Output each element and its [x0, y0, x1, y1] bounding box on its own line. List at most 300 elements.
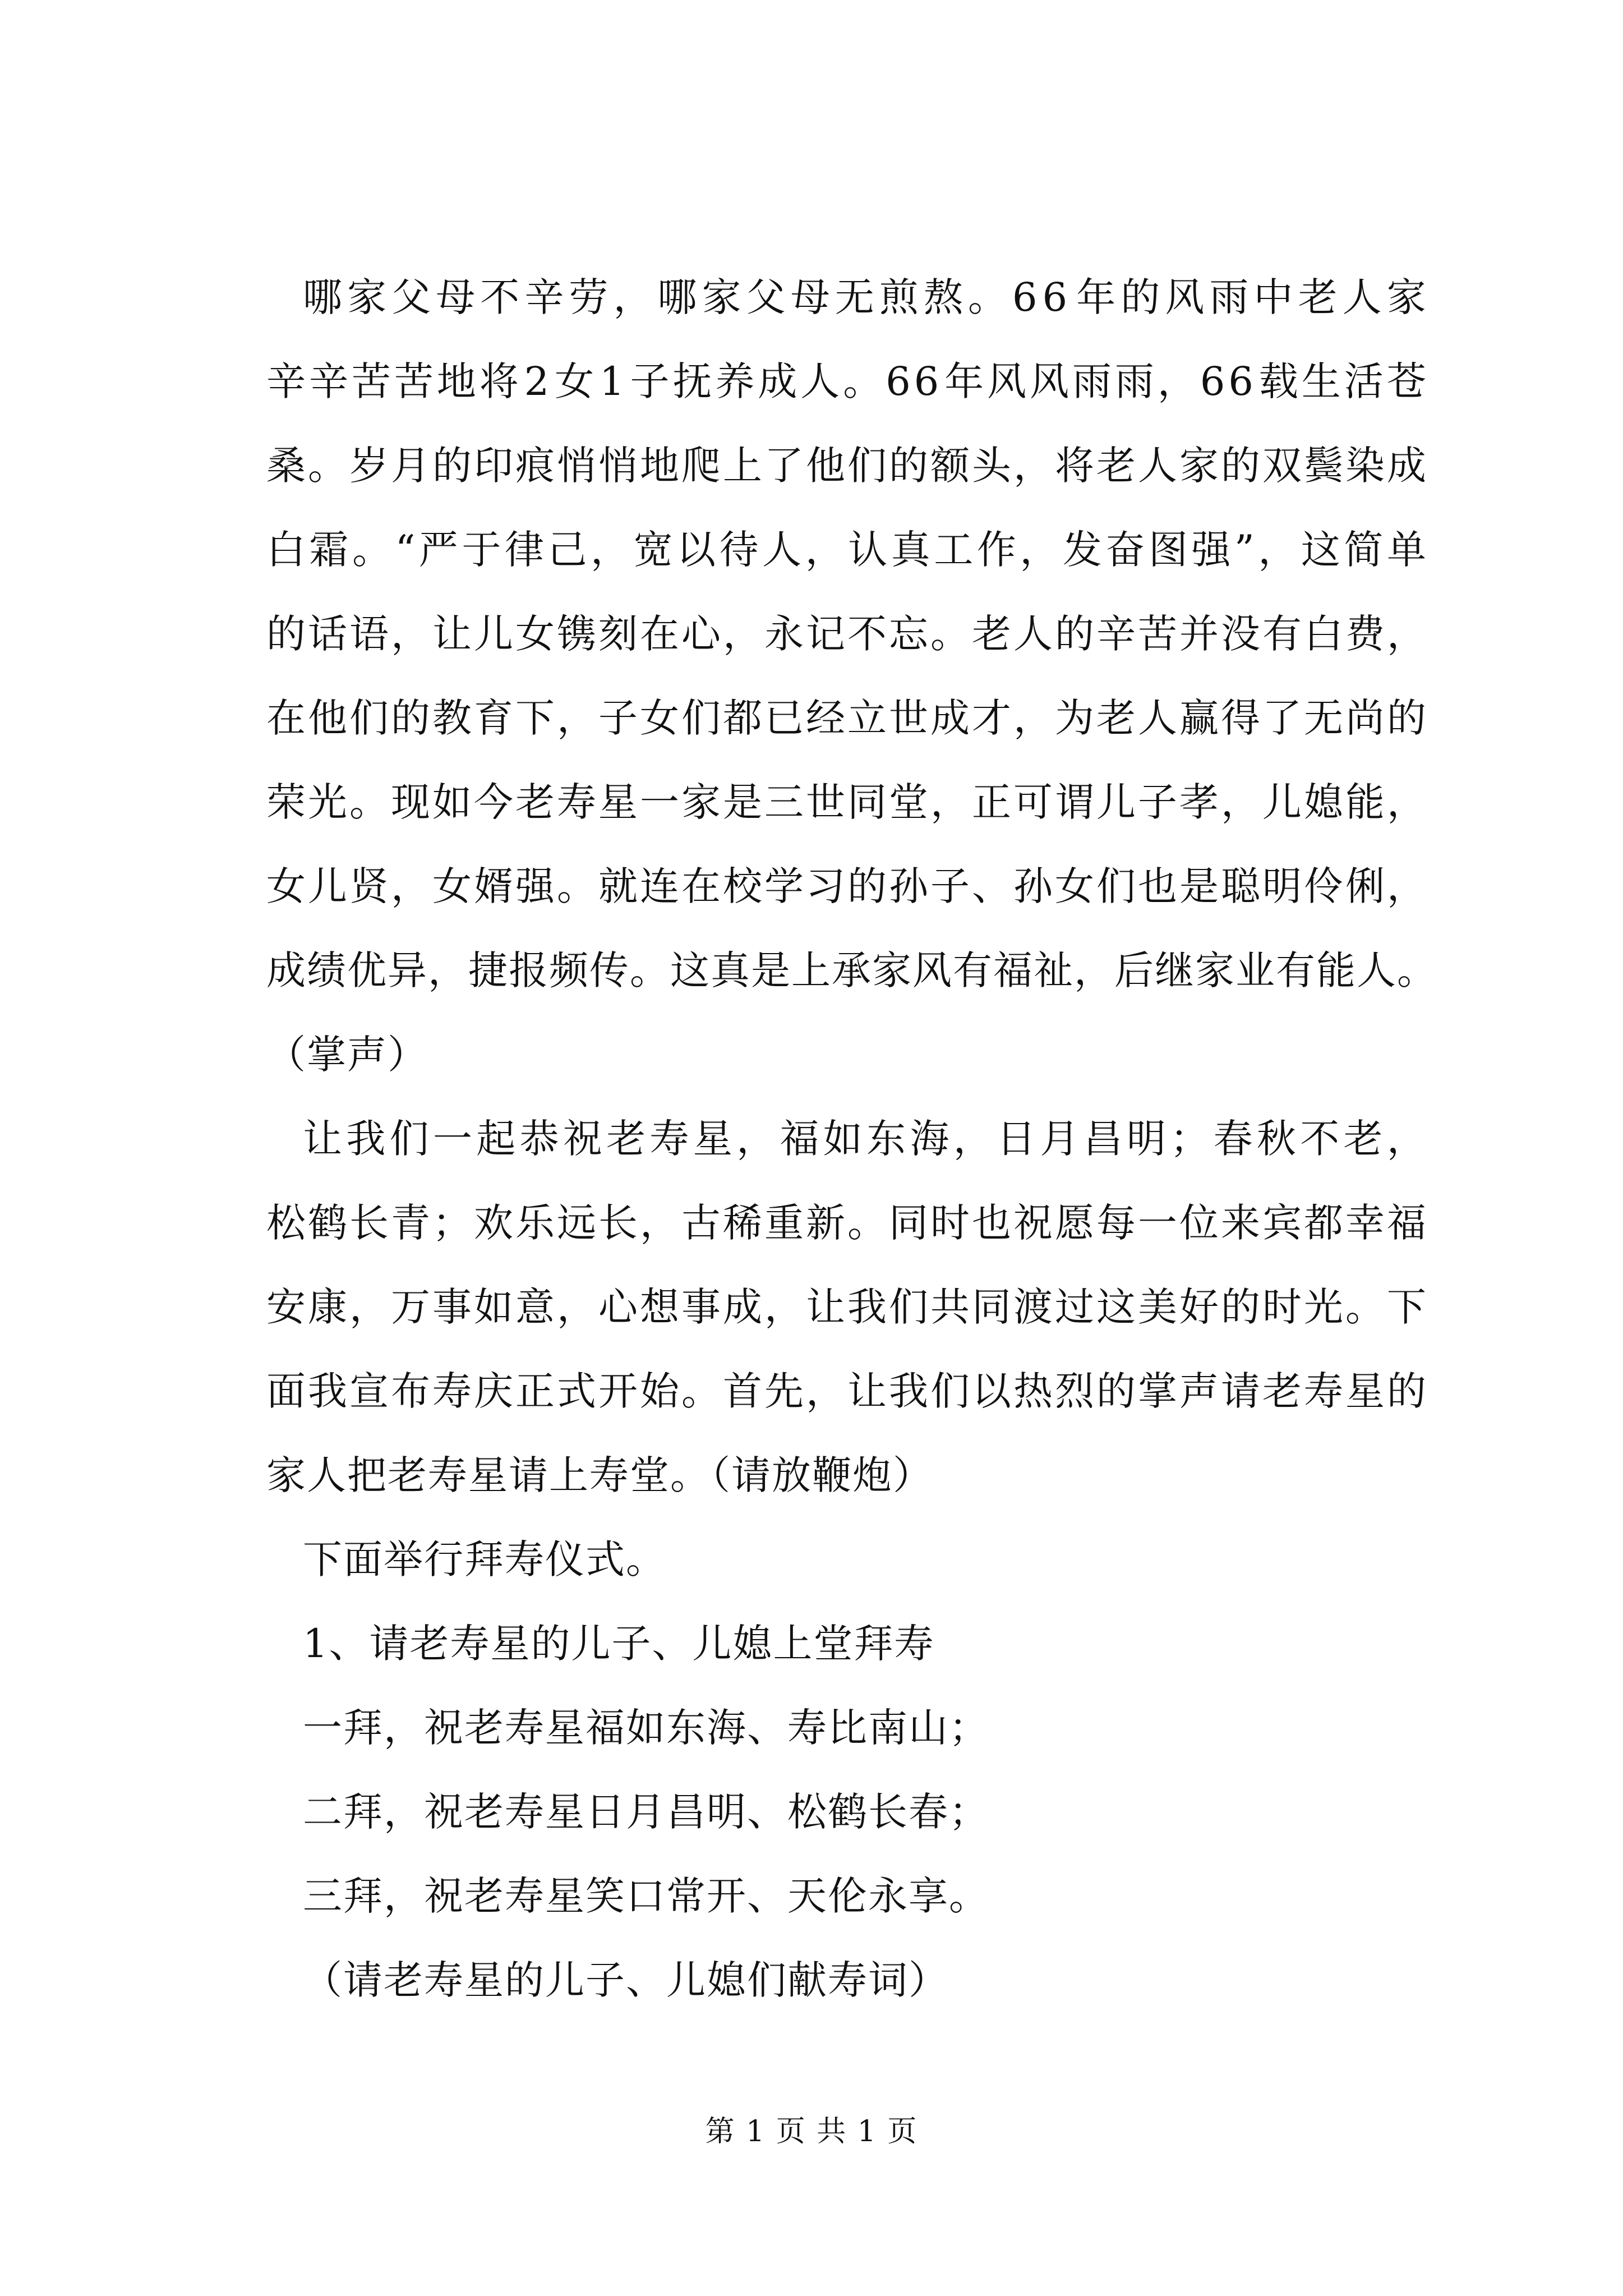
text-char: 教 [432, 695, 473, 741]
text-char: 能 [1316, 947, 1357, 993]
text-char: 星 [1345, 1368, 1386, 1414]
text-char: 人 [762, 527, 803, 573]
text-char: 都 [723, 695, 763, 741]
text-char: ， [349, 1284, 390, 1330]
text-line: （掌声） [266, 1032, 428, 1078]
text-char: 让 [432, 611, 473, 657]
text-line [266, 1097, 1427, 1181]
text-char: ； [432, 1200, 473, 1246]
text-char: 可 [1013, 779, 1054, 825]
text-char: 过 [1055, 1284, 1095, 1330]
text-char: 发 [1062, 527, 1103, 573]
text-char: 养 [715, 358, 756, 404]
text-char: 恭 [519, 1116, 560, 1162]
text-char: 稀 [723, 1200, 763, 1246]
text-char: 强 [515, 863, 556, 909]
text-char: 以 [972, 1368, 1012, 1414]
text-char: 有 [1276, 947, 1316, 993]
text-char: ； [1170, 1116, 1211, 1162]
text-char: 世 [806, 779, 846, 825]
text-char: 爬 [681, 443, 722, 489]
text-char: 谓 [1055, 779, 1095, 825]
text-char: 荣 [266, 779, 307, 825]
text-char: 让 [806, 1284, 846, 1330]
text-char: 孙 [889, 863, 929, 909]
text-char: 老 [1096, 443, 1137, 489]
text-line: 1、请老寿星的儿子、儿媳上堂拜寿 [303, 1621, 935, 1667]
text-char: 母 [790, 274, 831, 320]
text-char: 上 [791, 947, 832, 993]
text-char: ， [1074, 947, 1114, 993]
text-char: 时 [930, 1200, 971, 1246]
text-char: 校 [723, 863, 763, 909]
text-char: 下 [515, 695, 556, 741]
text-char: 光 [1304, 1284, 1344, 1330]
text-char: 子 [598, 695, 639, 741]
text-char: 以 [676, 527, 717, 573]
text-char: 生 [1301, 358, 1342, 404]
text-line [266, 255, 1427, 339]
text-char: 雨 [1072, 358, 1113, 404]
text-char: 后 [1114, 947, 1155, 993]
text-char: 刻 [598, 611, 639, 657]
text-char: 于 [462, 527, 502, 573]
text-char: 位 [1179, 1200, 1220, 1246]
text-char: 煎 [879, 274, 920, 320]
text-char: 。 [1345, 1284, 1386, 1330]
text-char: 传 [589, 947, 630, 993]
text-char: 没 [1221, 611, 1261, 657]
text-char: 辛 [524, 274, 565, 320]
text-char: 女 [515, 611, 556, 657]
text-char: 如 [474, 1284, 514, 1330]
text-char: 风 [1165, 274, 1206, 320]
text-char: 1 [600, 358, 626, 404]
text-line [266, 339, 1427, 424]
text-char: 福 [780, 1116, 820, 1162]
text-char: 报 [509, 947, 549, 993]
text-char: 我 [346, 1116, 387, 1162]
text-char: 女 [266, 863, 307, 909]
text-char: 双 [1262, 443, 1303, 489]
text-line [266, 1265, 1427, 1349]
text-char: 热 [1013, 1368, 1054, 1414]
text-char: 不 [1300, 1116, 1341, 1162]
text-char: 永 [764, 611, 805, 657]
text-char: 事 [432, 1284, 473, 1330]
text-char: 每 [1096, 1200, 1137, 1246]
text-char: ， [557, 1284, 597, 1330]
text-char: 家 [1179, 443, 1220, 489]
text-char: 烈 [1055, 1368, 1095, 1414]
text-char: 。 [843, 358, 884, 404]
text-char: 老 [515, 779, 556, 825]
text-char: 重 [764, 1200, 805, 1246]
text-char: 成 [266, 947, 307, 993]
text-char: 费 [1345, 611, 1386, 657]
text-char: 松 [266, 1200, 307, 1246]
text-char: 孝 [1179, 779, 1220, 825]
text-char: 我 [308, 1368, 348, 1414]
text-char: 布 [391, 1368, 431, 1414]
text-char: 哪 [303, 274, 343, 320]
text-char: 贤 [349, 863, 390, 909]
text-char: 6 [1042, 274, 1069, 320]
text-char: 并 [1179, 611, 1220, 657]
text-char: 青 [391, 1200, 431, 1246]
text-char: 染 [1345, 443, 1386, 489]
text-char: 家 [872, 947, 912, 993]
text-char: 们 [681, 695, 722, 741]
text-char: 雨 [1114, 358, 1155, 404]
text-char: 始 [640, 1368, 680, 1414]
text-char: 同 [972, 1284, 1012, 1330]
text-char: 老 [606, 1116, 647, 1162]
text-char: 父 [391, 274, 432, 320]
text-char: 岁 [349, 443, 390, 489]
text-char: 们 [389, 1116, 430, 1162]
text-char: 共 [930, 1284, 971, 1330]
text-char: 面 [266, 1368, 307, 1414]
text-char: ， [428, 947, 468, 993]
text-char: 简 [1344, 527, 1385, 573]
text-char: 也 [972, 1200, 1012, 1246]
text-char: 哪 [657, 274, 698, 320]
text-char: ， [591, 527, 631, 573]
text-line [266, 1181, 1427, 1265]
text-char: 好 [1179, 1284, 1220, 1330]
text-char: 中 [1253, 274, 1294, 320]
text-char: 抚 [672, 358, 713, 404]
text-char: 2 [524, 358, 551, 404]
text-char: 宾 [1262, 1200, 1303, 1246]
text-char: 女 [1055, 863, 1095, 909]
text-char: 成 [1387, 443, 1427, 489]
text-line: 二拜，祝老寿星日月昌明、松鹤长春； [303, 1789, 989, 1835]
text-char: 的 [1221, 443, 1261, 489]
text-char: 让 [303, 1116, 343, 1162]
text-char: 女 [640, 695, 680, 741]
text-line [266, 424, 1427, 508]
text-char: 认 [848, 527, 889, 573]
text-char: 己 [547, 527, 588, 573]
text-char: ， [953, 1116, 994, 1162]
text-char: 悄 [598, 443, 639, 489]
text-char: 工 [934, 527, 975, 573]
text-char: 的 [1121, 274, 1161, 320]
text-char: 正 [515, 1368, 556, 1414]
text-char: ， [806, 1368, 846, 1414]
text-char: 异 [388, 947, 428, 993]
text-char: 得 [1221, 695, 1261, 741]
text-char: 话 [308, 611, 348, 657]
text-char: 昌 [1083, 1116, 1124, 1162]
text-char: 承 [832, 947, 872, 993]
text-char: 不 [480, 274, 521, 320]
text-char: 星 [693, 1116, 734, 1162]
text-char: 忘 [889, 611, 929, 657]
text-char: 寿 [432, 1368, 473, 1414]
text-char: 宣 [349, 1368, 390, 1414]
text-char: 俐 [1345, 863, 1386, 909]
text-char: ， [1020, 527, 1061, 573]
text-char: 了 [1262, 695, 1303, 741]
text-char: 头 [972, 443, 1012, 489]
text-char: 经 [806, 695, 846, 741]
text-char: 年 [944, 358, 985, 404]
text-char: 不 [847, 611, 888, 657]
text-char: 年 [1076, 274, 1117, 320]
text-char: 一 [432, 1116, 473, 1162]
text-line [266, 1349, 1427, 1433]
text-char: ， [930, 779, 971, 825]
text-char: 儿 [308, 863, 348, 909]
text-char: 无 [834, 274, 875, 320]
text-char: 福 [1387, 1200, 1427, 1246]
text-char: 的 [1387, 695, 1427, 741]
text-char: 成 [723, 1284, 763, 1330]
text-char: “ [395, 527, 417, 573]
text-char: 远 [557, 1200, 597, 1246]
text-char: 人 [1357, 947, 1397, 993]
text-char: 明 [1126, 1116, 1167, 1162]
text-char: 。 [349, 779, 390, 825]
text-char: 才 [972, 695, 1012, 741]
text-char: 记 [806, 611, 846, 657]
text-char: 无 [1304, 695, 1344, 741]
body-text [266, 255, 1437, 2022]
text-char: 这 [1301, 527, 1341, 573]
text-char: 奋 [1105, 527, 1146, 573]
text-char: 这 [1096, 1284, 1137, 1330]
text-char: 的 [889, 443, 929, 489]
text-char: 明 [1262, 863, 1303, 909]
text-char: 频 [549, 947, 589, 993]
text-line [266, 592, 1427, 676]
text-char: ， [805, 527, 846, 573]
text-char: 也 [1138, 863, 1178, 909]
text-char: 单 [1386, 527, 1427, 573]
text-line: 三拜，祝老寿星笑口常开、天伦永享。 [303, 1873, 989, 1919]
text-char: 。 [352, 527, 393, 573]
text-char: 连 [640, 863, 680, 909]
text-char: 。 [967, 274, 1008, 320]
text-char: 家 [681, 779, 722, 825]
text-char: 有 [953, 947, 993, 993]
text-char: 6 [886, 358, 912, 404]
text-char: 心 [681, 611, 722, 657]
text-line [266, 760, 1427, 844]
text-char: 意 [515, 1284, 556, 1330]
text-char: 福 [993, 947, 1034, 993]
text-char: ， [1013, 443, 1054, 489]
text-char: 首 [723, 1368, 763, 1414]
text-char: 心 [598, 1284, 639, 1330]
text-char: 。 [847, 1200, 888, 1246]
text-char: 是 [723, 779, 763, 825]
text-char: 苦 [1138, 611, 1178, 657]
text-char: 人 [1342, 274, 1383, 320]
text-char: 新 [806, 1200, 846, 1246]
text-char: ， [557, 695, 597, 741]
text-char: 让 [847, 1368, 888, 1414]
text-char: 家 [347, 274, 388, 320]
text-char: 强 [1191, 527, 1232, 573]
text-char: ， [1387, 863, 1427, 909]
text-char: ， [391, 611, 431, 657]
text-char: 习 [806, 863, 846, 909]
text-char: 古 [681, 1200, 722, 1246]
text-char: 女 [432, 863, 473, 909]
text-line [266, 676, 1427, 760]
text-char: 老 [1096, 695, 1137, 741]
text-char: 印 [474, 443, 514, 489]
text-char: 。 [308, 443, 348, 489]
text-char: 同 [847, 779, 888, 825]
text-char: 真 [891, 527, 932, 573]
text-char: 语 [349, 611, 390, 657]
text-char: 家 [702, 274, 743, 320]
text-char: 他 [806, 443, 846, 489]
text-char: ， [1221, 779, 1261, 825]
text-char: 载 [1258, 358, 1299, 404]
text-char: 在 [266, 695, 307, 741]
text-char: 业 [1235, 947, 1276, 993]
text-char: 能 [1345, 779, 1386, 825]
text-char: 苦 [351, 358, 392, 404]
text-char: 。 [630, 947, 670, 993]
text-char: 子 [1138, 779, 1178, 825]
text-char: 祝 [562, 1116, 603, 1162]
text-char: 堂 [889, 779, 929, 825]
text-char: 式 [557, 1368, 597, 1414]
text-line: （请老寿星的儿子、儿媳们献寿词） [303, 1957, 949, 2003]
text-char: 儿 [474, 611, 514, 657]
text-char: 图 [1148, 527, 1189, 573]
text-char: 海 [910, 1116, 951, 1162]
text-char: 的 [432, 443, 473, 489]
text-char: ， [613, 274, 654, 320]
text-char: 儿 [1096, 779, 1137, 825]
text-char: 6 [1200, 358, 1227, 404]
text-char: 子 [930, 863, 971, 909]
text-char: 幸 [1345, 1200, 1386, 1246]
text-char: 老 [972, 611, 1012, 657]
text-char: 现 [391, 779, 431, 825]
text-char: 苦 [394, 358, 435, 404]
text-char: 家 [1195, 947, 1235, 993]
text-char: 世 [889, 695, 929, 741]
text-line [266, 844, 1427, 928]
text-char: ， [764, 1284, 805, 1330]
text-char: 了 [764, 443, 805, 489]
text-char: 人 [1138, 443, 1178, 489]
text-char: 乐 [515, 1200, 556, 1246]
text-char: 月 [1040, 1116, 1081, 1162]
text-char: 安 [266, 1284, 307, 1330]
text-char: 开 [598, 1368, 639, 1414]
text-char: 劳 [569, 274, 610, 320]
text-char: 在 [640, 611, 680, 657]
text-char: 雨 [1209, 274, 1250, 320]
text-char: 待 [719, 527, 760, 573]
text-char: 严 [418, 527, 459, 573]
text-char: ， [1387, 779, 1427, 825]
text-char: 6 [914, 358, 940, 404]
text-char: 地 [640, 443, 680, 489]
text-char: 长 [349, 1200, 390, 1246]
text-char: ” [1234, 527, 1256, 573]
text-char: ， [1258, 527, 1299, 573]
text-char: 月 [391, 443, 431, 489]
text-char: 女 [555, 358, 596, 404]
text-char: 一 [640, 779, 680, 825]
text-char: 捷 [468, 947, 509, 993]
text-char: 如 [823, 1116, 864, 1162]
text-char: 正 [972, 779, 1012, 825]
text-char: 在 [681, 863, 722, 909]
text-char: 寿 [557, 779, 597, 825]
text-char: ， [391, 863, 431, 909]
text-char: 先 [764, 1368, 805, 1414]
text-char: 白 [266, 527, 307, 573]
text-char: 额 [930, 443, 971, 489]
text-char: 一 [1138, 1200, 1178, 1246]
text-char: 绩 [307, 947, 347, 993]
text-char: 庆 [474, 1368, 514, 1414]
text-char: 风 [912, 947, 953, 993]
text-char: 成 [930, 695, 971, 741]
text-char: 已 [764, 695, 805, 741]
text-char: 辛 [1096, 611, 1137, 657]
text-char: 祝 [1013, 1200, 1054, 1246]
text-char: 伶 [1304, 863, 1344, 909]
text-char: 事 [681, 1284, 722, 1330]
text-char: 寿 [1304, 1368, 1344, 1414]
text-char: 育 [474, 695, 514, 741]
text-char: 寿 [649, 1116, 690, 1162]
page-footer: 第 1 页 共 1 页 [705, 2115, 918, 2148]
text-char: 地 [436, 358, 477, 404]
text-char: 有 [1262, 611, 1303, 657]
text-char: 。 [681, 1368, 722, 1414]
text-char: 就 [598, 863, 639, 909]
text-char: 人 [800, 358, 841, 404]
text-char: ， [640, 1200, 680, 1246]
text-char: 渡 [1013, 1284, 1054, 1330]
text-char: 的 [1387, 1368, 1427, 1414]
text-char: 的 [1096, 1368, 1137, 1414]
text-char: 的 [1221, 1284, 1261, 1330]
text-char: 优 [347, 947, 388, 993]
text-char: 人 [1013, 611, 1054, 657]
text-line: 一拜，祝老寿星福如东海、寿比南山； [303, 1705, 989, 1751]
text-char: 的 [1055, 611, 1095, 657]
text-char: 苍 [1386, 358, 1427, 404]
text-char: 熬 [923, 274, 964, 320]
text-char: 活 [1344, 358, 1385, 404]
text-char: 鹤 [308, 1200, 348, 1246]
text-char: 们 [889, 1284, 929, 1330]
text-char: 辛 [308, 358, 349, 404]
text-char: 人 [1138, 695, 1178, 741]
text-char: 同 [889, 1200, 929, 1246]
text-char: 我 [847, 1284, 888, 1330]
text-char: 成 [758, 358, 799, 404]
text-char: 来 [1221, 1200, 1261, 1246]
text-char: 婿 [474, 863, 514, 909]
text-char: 星 [598, 779, 639, 825]
